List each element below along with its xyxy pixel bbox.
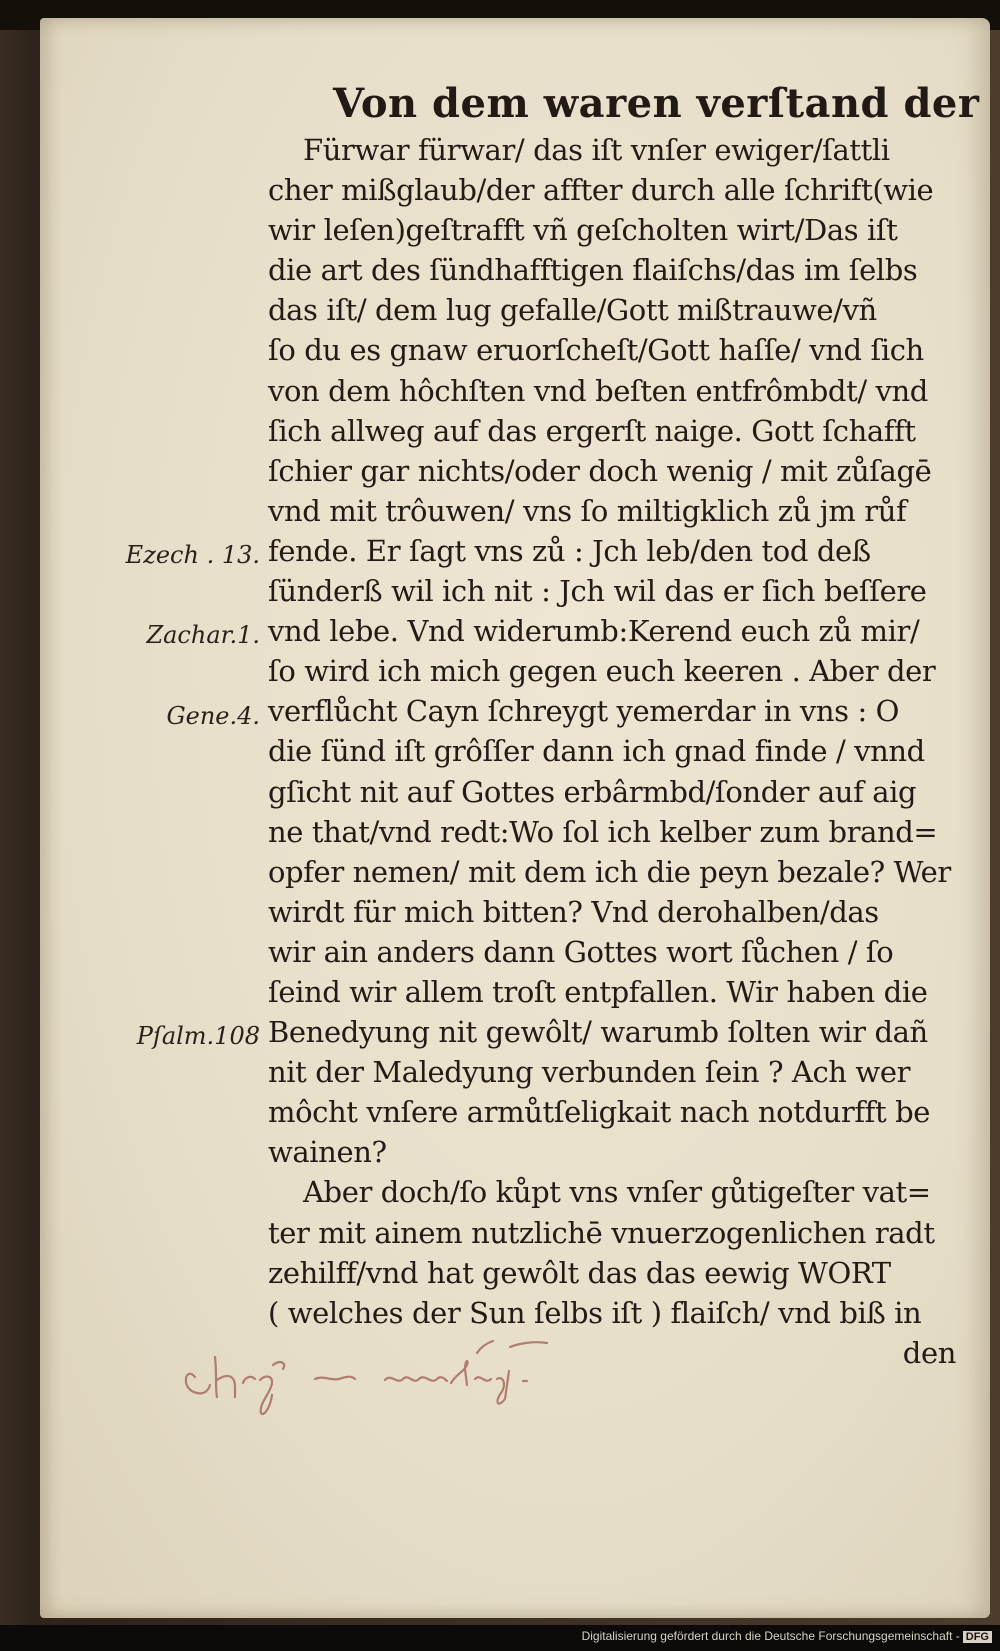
text-line: vnd lebe. Vnd widerumb:Kerend euch zů mir/ [268,614,920,649]
credit-text: Digitalisierung gefördert durch die Deutsche Forschungsgemeinschaft - [581,1629,960,1643]
text-line: ſeind wir allem troſt entpfallen. Wir haben die [268,974,928,1009]
text-line: die art des ſündhafftigen flaiſchs/das im ſelbs [268,253,918,288]
text-line: cher mißglaub/der affter durch alle ſchrift(wie [268,173,934,208]
dfg-logo: DFG [963,1631,992,1643]
text-line: ( welches der Sun ſelbs iſt ) flaiſch/ vnd biß in [268,1295,922,1330]
margin-note-psalm: Pſalm.108 [136,1022,260,1050]
text-line: ſich allweg auf das ergerſt naige. Gott ſchafft [268,413,916,448]
text-line: das iſt/ dem lug gefalle/Gott mißtrauwe/vñ [268,293,877,328]
running-head: Von dem waren verſtand der [333,80,980,127]
footer-strip [0,1625,1000,1651]
margin-note-ezech: Ezech . 13. [125,541,260,569]
digitization-credit [582,1629,992,1643]
text-line: verflůcht Cayn ſchreygt yemerdar in vns : O [268,694,900,729]
text-line: ter mit ainem nutzlichē vnuerzogenlichen radt [268,1215,935,1250]
margin-note-gene: Gene.4. [166,702,260,730]
body-text [268,130,956,1373]
text-line: die ſünd iſt grôſſer dann ich gnad finde / vnnd [268,734,925,769]
text-line: vnd mit trôuwen/ vns ſo miltigklich zů jm růf [268,493,907,528]
text-line: Aber doch/ſo kůpt vns vnſer gůtigeſter vat= [303,1175,931,1210]
text-line: wirdt für mich bitten? Vnd derohalben/das [268,894,879,929]
text-line: opfer nemen/ mit dem ich die peyn bezale? Wer [268,854,951,889]
text-line: zehilff/vnd hat gewôlt das das eewig WORT [268,1255,891,1290]
text-line: fende. Er ſagt vns zů : Jch leb/den tod deß [268,533,871,568]
handwritten-scribble [175,1335,595,1415]
text-line: ne that/vnd redt:Wo ſol ich kelber zum brand= [268,814,938,849]
text-line: môcht vnſere armůtſeligkait nach notdurfft be [268,1095,931,1130]
text-line: wir leſen)geſtrafft vñ geſcholten wirt/Das iſt [268,213,898,248]
text-line: ſo du es gnaw eruorſcheſt/Gott haſſe/ vnd ſich [268,333,924,368]
margin-note-zachar: Zachar.1. [146,621,260,649]
text-line: wainen? [268,1135,387,1170]
text-line: nit der Maledyung verbunden ſein ? Ach wer [268,1055,911,1090]
text-line: ſchier gar nichts/oder doch wenig / mit zůſagē [268,453,932,488]
text-line: gſicht nit auf Gottes erbârmbd/ſonder auf aig [268,774,917,809]
text-line: ſo wird ich mich gegen euch keeren . Aber der [268,654,936,689]
catchword: den [902,1335,956,1370]
text-line: ſünderß wil ich nit : Jch wil das er ſich beſſere [268,574,927,609]
text-line: Fürwar fürwar/ das iſt vnſer ewiger/ſattli [303,133,890,167]
text-line: Benedyung nit gewôlt/ warumb ſolten wir dañ [268,1015,928,1050]
text-line: von dem hôchſten vnd beſten entfrômbdt/ vnd [268,373,928,408]
text-line: wir ain anders dann Gottes wort ſůchen / ſo [268,934,894,969]
